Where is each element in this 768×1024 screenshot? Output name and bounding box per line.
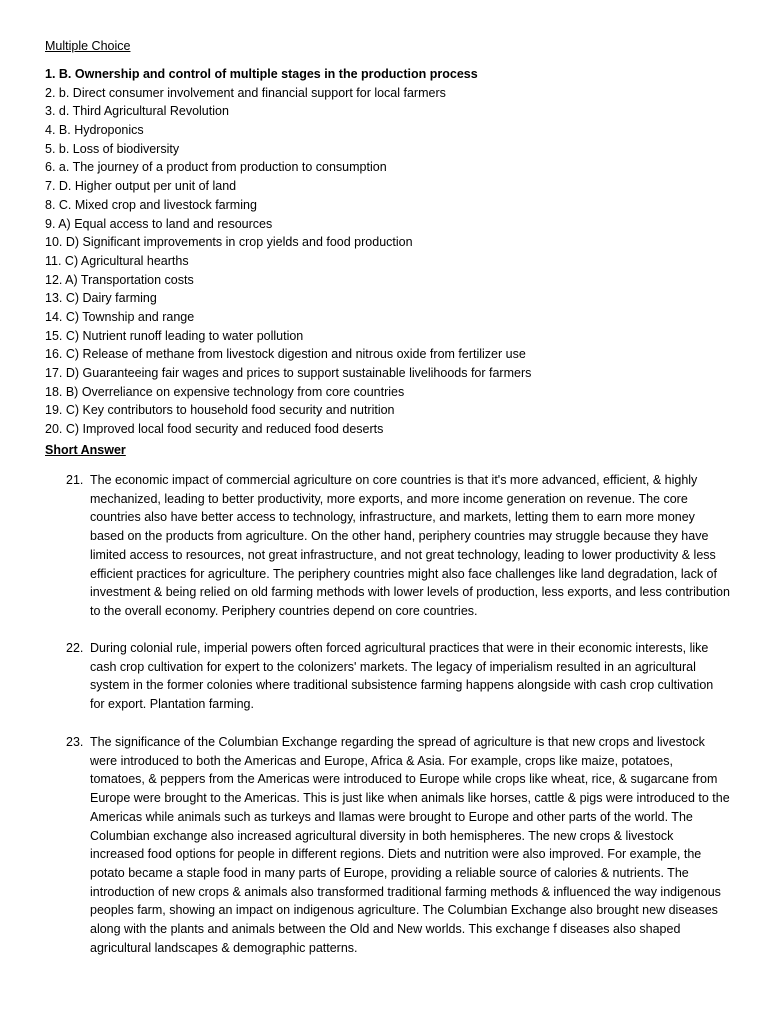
mc-item-text: Guaranteeing fair wages and prices to support sustainable livelihoods for farmers	[82, 366, 532, 380]
mc-item	[45, 345, 531, 364]
mc-item-text: Mixed crop and livestock farming	[74, 197, 257, 212]
mc-item-prefix: 11. C)	[45, 253, 81, 268]
answer-text: The significance of the Columbian Exchange regarding the spread of agriculture is that new crops and livestock were introduced to both the Americas and Europe, Africa & Asia. For example, crops like maize, potatoes, tomatoes, & peppers from the Americas were introduced to Europe while crops like wheat, rice, & sugarcane from Europe were brought to the Americas. This is just like when animals like horses, cattle & pigs were introduced to the Americas while animals such as turkeys and llamas were brought to Europe and other parts of the world. The Columbian exchange also increased agricultural diversity in both hemispheres. The new crops & livestock increased food options for people in different regions. Diets and nutrition were also improved. For example, the potato became a staple food in many parts of Europe, providing a reliable source of calories & nutrients. The introduction of new crops & animals also transformed traditional farming methods & influenced the way indigenous peoples farm, showing an impact on indigenous agriculture. The Columbian Exchange also brought new diseases along with the plants and animals between the Old and New worlds. This exchange f diseases also shaped agricultural landscapes & demographic patterns.	[90, 735, 730, 955]
mc-item	[45, 121, 531, 140]
mc-item-prefix: 10. D)	[45, 235, 83, 250]
mc-item-text: Transportation costs	[80, 272, 194, 287]
mc-item-prefix: 1. B.	[45, 67, 75, 81]
mc-item-prefix: 16. C)	[45, 347, 83, 362]
mc-item-text: Loss of biodiversity	[72, 141, 180, 156]
mc-item-prefix: 15. C)	[45, 328, 83, 343]
mc-item	[45, 364, 531, 383]
short-answer-item	[66, 639, 731, 714]
mc-item	[45, 271, 531, 290]
mc-item-prefix: 18. B)	[45, 384, 82, 399]
mc-item-prefix: 6. a.	[45, 160, 73, 175]
mc-item-text: Agricultural hearths	[80, 253, 189, 268]
mc-item-prefix: 8. C.	[45, 197, 75, 212]
mc-item-prefix: 14. C)	[45, 309, 83, 324]
mc-item	[45, 383, 531, 402]
mc-item-prefix: 2. b.	[45, 85, 73, 100]
mc-item	[45, 233, 531, 252]
mc-item-text: Improved local food security and reduced food deserts	[82, 422, 384, 437]
mc-item-prefix: 17. D)	[45, 366, 83, 380]
mc-item	[45, 215, 531, 234]
mc-item-text: The journey of a product from production to consumption	[72, 160, 387, 175]
mc-item-text: Dairy farming	[82, 291, 157, 306]
mc-item-text: Ownership and control of multiple stages in the production process	[74, 67, 478, 81]
mc-item-text: Higher output per unit of land	[74, 179, 237, 194]
mc-item	[45, 158, 531, 177]
multiple-choice-list	[45, 65, 531, 439]
mc-item-text: Hydroponics	[74, 123, 144, 138]
mc-item	[45, 102, 531, 121]
mc-item-prefix: 7. D.	[45, 179, 75, 194]
mc-item-text: Overreliance on expensive technology from core countries	[81, 384, 405, 399]
answer-number: 23.	[66, 735, 84, 749]
mc-item-text: Release of methane from livestock digestion and nitrous oxide from fertilizer use	[82, 347, 526, 362]
mc-item-text: Key contributors to household food security and nutrition	[82, 403, 395, 418]
mc-item	[45, 308, 531, 327]
answer-number: 22.	[66, 641, 84, 655]
mc-item-prefix: 19. C)	[45, 403, 83, 418]
short-answer-heading: Short Answer	[45, 443, 126, 457]
mc-item-prefix: 4. B.	[45, 123, 75, 138]
mc-item	[45, 84, 531, 103]
answer-text: The economic impact of commercial agriculture on core countries is that it's more advanced, efficient, & highly mechanized, leading to better productivity, more exports, and more income generation on revenue. The core countries also have better access to technology, infrastructure, and markets, letting them to earn more money based on the products from agriculture. On the other hand, periphery countries may struggle because they have limited access to resources, not great infrastructure, and not great technology, leading to lower productivity & less efficient practices for agriculture. The periphery countries might also face challenges like land degradation, lack of investment & being relied on old farming methods with lower levels of production, less exports, and less contribution to the overall economy. Periphery countries depend on core countries.	[90, 473, 730, 618]
mc-item-text: Significant improvements in crop yields and food production	[82, 235, 413, 250]
mc-item-prefix: 12. A)	[45, 272, 81, 287]
mc-item	[45, 327, 531, 346]
mc-item	[45, 140, 531, 159]
multiple-choice-heading: Multiple Choice	[45, 39, 131, 53]
mc-item	[45, 401, 531, 420]
short-answer-item	[66, 471, 731, 621]
mc-item-text: Direct consumer involvement and financial support for local farmers	[72, 85, 446, 100]
short-answer-item	[66, 733, 731, 957]
mc-item	[45, 196, 531, 215]
mc-item-text: Township and range	[82, 309, 195, 324]
answer-text: During colonial rule, imperial powers often forced agricultural practices that were in their economic interests, like cash crop cultivation for expert to the colonizers' markets. The legacy of imperialism resulted in an agricultural system in the former colonies where traditional subsistence farming happens alongside with cash crop cultivation for export. Plantation farming.	[90, 641, 714, 712]
mc-item-text: Nutrient runoff leading to water pollution	[82, 328, 304, 343]
mc-item-text: Third Agricultural Revolution	[72, 104, 229, 119]
mc-item-prefix: 3. d.	[45, 104, 73, 119]
mc-item-prefix: 13. C)	[45, 291, 83, 306]
mc-item-text: Equal access to land and resources	[74, 216, 273, 231]
mc-item-prefix: 20. C)	[45, 422, 83, 437]
answer-number: 21.	[66, 473, 84, 487]
mc-item-prefix: 9. A)	[45, 216, 75, 231]
mc-item	[45, 252, 531, 271]
mc-item	[45, 177, 531, 196]
mc-item-prefix: 5. b.	[45, 141, 73, 156]
mc-item	[45, 289, 531, 308]
mc-item	[45, 65, 531, 84]
mc-item	[45, 420, 531, 439]
